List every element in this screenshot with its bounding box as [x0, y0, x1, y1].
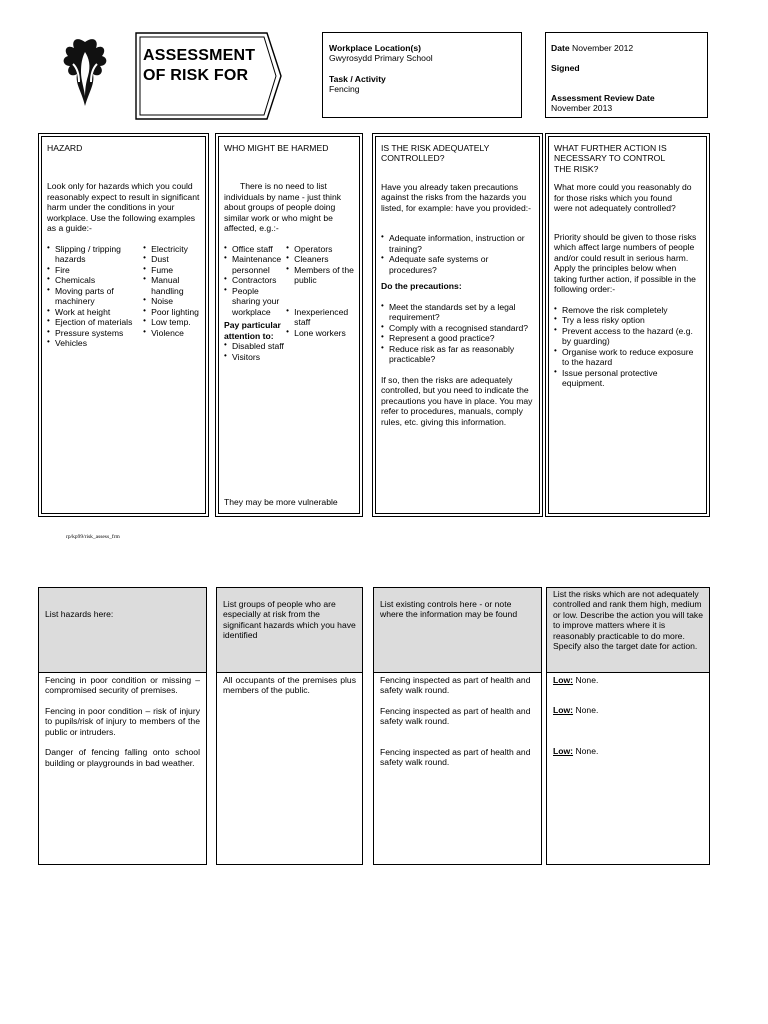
list-item: • Vehicles — [47, 338, 143, 348]
control-entry: Fencing inspected as part of health and safety walk round. — [380, 746, 531, 768]
list-item: • Organise work to reduce exposure to the hazard — [554, 347, 701, 368]
list-item: • Visitors — [224, 352, 286, 362]
hazards-column — [38, 587, 207, 865]
list-item: • Maintenance personnel — [224, 254, 286, 275]
hazard-entry: Danger of fencing falling onto school building or playgrounds in bad weather. — [45, 747, 200, 768]
list-item: • Comply with a recognised standard? — [381, 323, 534, 333]
list-item: • Operators — [286, 244, 354, 254]
further-action-column — [546, 587, 710, 865]
who-harmed-examples-right-2 — [286, 307, 354, 338]
list-item: • Office staff — [224, 244, 286, 254]
review-date-value: November 2013 — [551, 103, 613, 114]
list-item: • Disabled staff — [224, 341, 286, 351]
list-item: • Pressure systems — [47, 328, 143, 338]
hazard-examples-right — [143, 244, 200, 349]
file-reference: rp/kp99/risk_assess_frm — [66, 534, 120, 540]
risk-controlled-outro: If so, then the risks are adequately controlled, but you need to indicate the precautions you have in place. You may refer to procedures, manuals, comply rules, etc. giving this information. — [381, 374, 533, 427]
control-entry: Fencing inspected as part of health and safety walk round. — [380, 675, 531, 696]
list-item: • Try a less risky option — [554, 315, 701, 325]
date-label: Date — [551, 43, 570, 53]
task-label: Task / Activity — [329, 73, 386, 84]
risk-controlled-heading: IS THE RISK ADEQUATELY CONTROLLED? — [381, 143, 490, 164]
who-harmed-guide-panel — [215, 133, 363, 517]
assessment-table — [38, 587, 710, 865]
risk-level: Low: — [553, 745, 574, 756]
date-box — [545, 32, 708, 118]
list-item: • Issue personal protective equipment. — [554, 368, 701, 389]
workplace-label: Workplace Location(s) — [329, 43, 422, 53]
list-item: • Meet the standards set by a legal requirement? — [381, 302, 534, 323]
list-item: • Lone workers — [286, 328, 354, 338]
list-item: • Reduce risk as far as reasonably practicable? — [381, 344, 534, 365]
hazard-guide-panel — [38, 133, 209, 517]
people-at-risk-header: List groups of people who are especially at risk from the significant hazards which you have identified — [217, 588, 362, 673]
hazard-entry: Fencing in poor condition – risk of injury to pupils/risk of injury to members of the public or intruders. — [45, 705, 200, 737]
risk-level: Low: — [553, 675, 574, 685]
task-value: Fencing — [329, 84, 360, 95]
further-action-header: List the risks which are not adequately controlled and rank them high, medium or low. Describe the action you will take to improve matters where it is reasonably practicable to do more. Specify also the target date for action. — [547, 588, 709, 673]
who-harmed-examples-left — [224, 244, 286, 317]
people-at-risk-column — [216, 587, 363, 865]
hazard-intro: Look only for hazards which you could reasonably expect to result in significant harm under the conditions in your workplace. Use the following examples as a guide:- — [47, 181, 200, 234]
who-harmed-intro: There is no need to list individuals by name - just think about groups of people doing similar work or who might be affected, e.g.:- — [224, 181, 342, 234]
signed-label: Signed — [551, 63, 580, 74]
further-action-heading: WHAT FURTHER ACTION IS NECESSARY TO CONTROL THE RISK? — [554, 143, 667, 174]
further-action-intro: What more could you reasonably do for those risks which you found were not adequately controlled? — [554, 182, 692, 214]
list-item: • People sharing your workplace — [224, 286, 286, 317]
list-item: • Fire — [47, 265, 143, 275]
precautions-label: Do the precautions: — [381, 281, 462, 292]
list-item: • Adequate information, instruction or training? — [381, 233, 534, 254]
hazard-heading: HAZARD — [47, 143, 83, 153]
organisation-logo — [55, 34, 115, 116]
list-item: • Noise — [143, 296, 200, 306]
list-item: • Work at height — [47, 307, 143, 317]
who-harmed-heading: WHO MIGHT BE HARMED — [224, 143, 329, 153]
list-item: • Dust — [143, 254, 200, 264]
list-item: • Remove the risk completely — [554, 305, 701, 315]
date-value: November 2012 — [572, 43, 634, 53]
risk-level: Low: — [553, 705, 574, 716]
risk-controlled-intro: Have you already taken precautions against the risks from the hazards you listed, for example: have you provided:- — [381, 181, 531, 213]
list-item: • Violence — [143, 328, 200, 338]
list-item: • Poor lighting — [143, 307, 200, 317]
precautions-list — [381, 302, 534, 365]
existing-controls-header: List existing controls here - or note where the information may be found — [374, 588, 541, 673]
list-item: • Inexperienced staff — [286, 307, 354, 328]
list-item: • Prevent access to the hazard (e.g. by guarding) — [554, 326, 701, 347]
list-item: • Fume — [143, 265, 200, 275]
people-at-risk-entry: All occupants of the premises plus members of the public. — [223, 675, 356, 696]
list-item: • Manual handling — [143, 275, 200, 296]
further-action-guide-panel — [545, 133, 710, 517]
list-item: • Contractors — [224, 275, 286, 285]
provided-list — [381, 233, 534, 275]
list-item: • Members of the public — [286, 265, 354, 286]
title-arrow-box — [135, 32, 283, 120]
who-harmed-footer: They may be more vulnerable — [224, 496, 338, 507]
further-action-priority: Priority should be given to those risks which affect large numbers of people and/or could result in serious harm. Apply the principles below when taking further action, if possible in the following order:- — [554, 231, 697, 295]
risk-controlled-guide-panel — [372, 133, 543, 517]
list-item: • Chemicals — [47, 275, 143, 285]
existing-controls-column — [373, 587, 542, 865]
list-item: • Ejection of materials — [47, 317, 143, 327]
list-item: • Represent a good practice? — [381, 333, 534, 343]
list-item: • Slipping / tripping hazards — [47, 244, 143, 265]
hazard-entry: Fencing in poor condition or missing – compromised security of premises. — [45, 675, 200, 696]
list-item: • Moving parts of machinery — [47, 286, 143, 307]
who-harmed-examples-right — [286, 244, 354, 286]
attention-list — [224, 341, 286, 362]
list-item: • Adequate safe systems or procedures? — [381, 254, 534, 275]
hazards-header: List hazards here: — [39, 588, 206, 673]
review-date-label: Assessment Review Date — [551, 92, 655, 103]
hazard-examples-left — [47, 244, 143, 349]
further-action-list — [554, 305, 701, 389]
list-item: • Cleaners — [286, 254, 354, 264]
attention-label: Pay particular attention to: — [224, 320, 281, 341]
risk-note: None. — [575, 745, 599, 756]
control-entry: Fencing inspected as part of health and safety walk round. — [380, 705, 531, 727]
workplace-value: Gwyrosydd Primary School — [329, 53, 433, 64]
risk-note: None. — [575, 675, 599, 685]
list-item: • Low temp. — [143, 317, 200, 327]
list-item: • Electricity — [143, 244, 200, 254]
workplace-box — [322, 32, 522, 118]
page-title-line2: OF RISK FOR — [143, 67, 249, 84]
risk-note: None. — [575, 705, 599, 716]
page-title-line1: ASSESSMENT — [143, 47, 256, 64]
